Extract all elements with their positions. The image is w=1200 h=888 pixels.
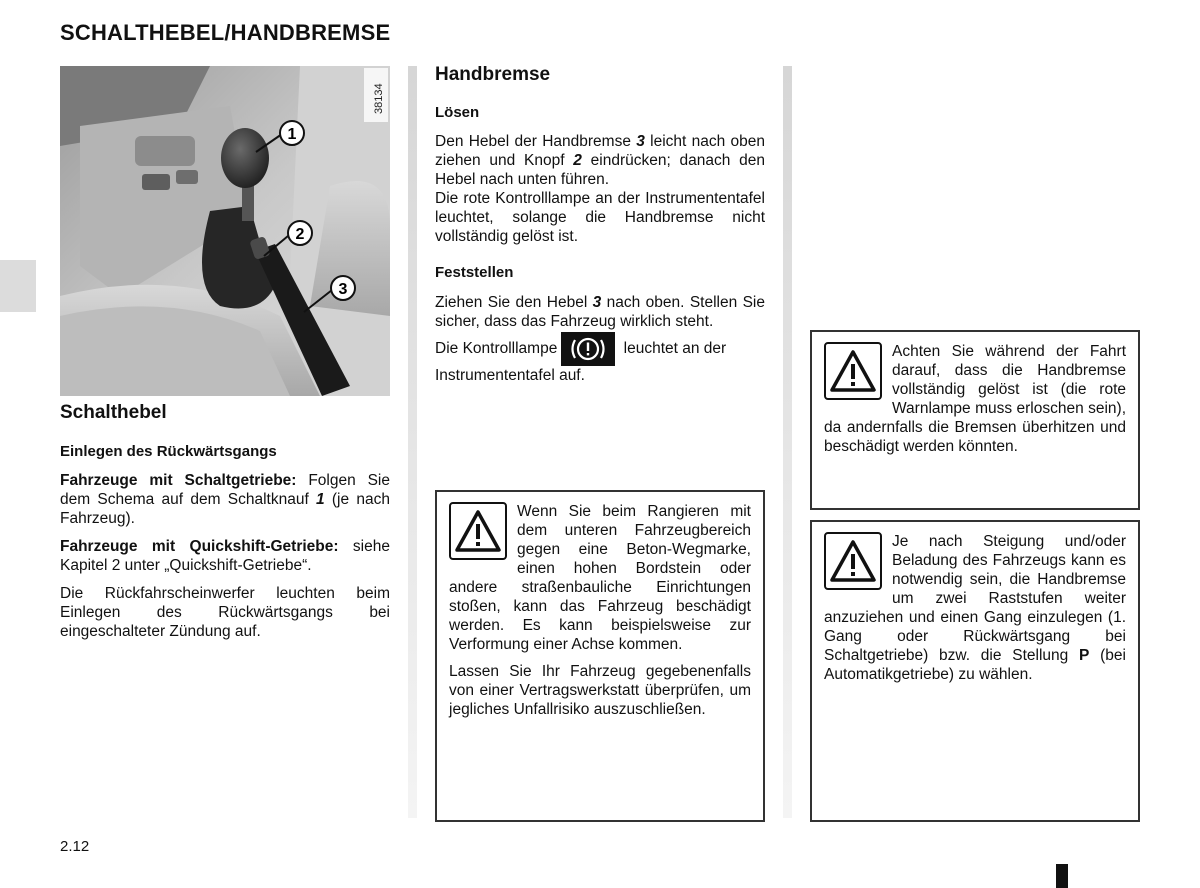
gear-lever-photo: [60, 66, 390, 396]
warning-box-steigung: [810, 520, 1140, 822]
handbremse-heading: Handbremse: [435, 64, 551, 85]
callout-1: 1: [287, 126, 297, 143]
callout-3: 3: [338, 281, 348, 298]
feststellen-subheading: Feststellen: [435, 264, 514, 281]
schalthebel-heading: Schalthebel: [60, 402, 167, 423]
loesen-paragraph: Den Hebel der Handbremse 3 leicht nach oben ziehen und Knopf 2 eindrücken; danach den Hebel nach unten führen.: [435, 133, 765, 188]
warning-box-rangieren: [435, 490, 765, 822]
warning-fahrt-text: Achten Sie während der Fahrt darauf, dass die Handbremse vollständig gelöst ist (die rote Warnlampe muss erloschen sein), da andernfalls die Bremsen überhitzen und beschädigt werden könnten.: [824, 343, 1126, 455]
parking-brake-warning-icon: [561, 332, 615, 366]
warning-triangle-icon: [824, 342, 882, 400]
page-number: 2.12: [60, 838, 90, 855]
page-corner-mark: [1056, 864, 1068, 888]
warning-rangieren-p2: Lassen Sie Ihr Fahrzeug gegebenenfalls von einer Vertragswerkstatt überprüfen, um jegliches Unfallrisiko auszuschließen.: [449, 663, 751, 718]
column-separator-left: [408, 66, 417, 818]
reverse-light-paragraph: Die Rückfahrscheinwerfer leuchten beim Einlegen des Rückwärtsgangs bei eingeschalteter Zündung auf.: [60, 585, 390, 640]
manual-gearbox-paragraph: Fahrzeuge mit Schaltgetriebe: Folgen Sie dem Schema auf dem Schaltknauf 1 (je nach Fahrzeug).: [60, 472, 390, 527]
feststellen-paragraph: Ziehen Sie den Hebel 3 nach oben. Stellen Sie sicher, dass das Fahrzeug wirklich steht.: [435, 294, 765, 330]
warning-triangle-icon: [449, 502, 507, 560]
quickshift-paragraph: Fahrzeuge mit Quickshift-Getriebe: siehe Kapitel 2 unter „Quickshift-Getriebe“.: [60, 538, 390, 574]
figure-code: 38134: [373, 83, 385, 114]
warning-triangle-icon: [824, 532, 882, 590]
loesen-subheading: Lösen: [435, 104, 480, 121]
callout-2: 2: [295, 226, 305, 243]
chapter-tab: [0, 260, 36, 312]
kontrolllampe-paragraph: Die rote Kontrolllampe an der Instrumententafel leuchtet, solange die Handbremse nicht vollständig gelöst ist.: [435, 190, 765, 245]
warning-rangieren-p1: Wenn Sie beim Rangieren mit dem unteren Fahrzeugbereich gegen eine Beton-Wegmarke, einen hohen Bordstein oder andere straßenbauliche Einrichtungen stoßen, kann das Fahrzeug beschädigt werden. Es kann beispielsweise zur Verformung einer Achse kommen.: [449, 503, 751, 653]
column-separator-right: [783, 66, 792, 818]
reverse-gear-subheading: Einlegen des Rückwärtsgangs: [60, 443, 277, 460]
warning-steigung-text: Je nach Steigung und/oder Beladung des Fahrzeugs kann es notwendig sein, die Handbremse um zwei Raststufen weiter anzuziehen und einen Gang einzulegen (1. Gang oder Rückwärtsgang bei Schaltgetriebe) bzw. die Stellung P (bei Automatikgetriebe) zu wählen.: [824, 533, 1126, 683]
page-title: SCHALTHEBEL/HANDBREMSE: [60, 20, 391, 45]
warning-box-fahrt: [810, 330, 1140, 510]
lamp-paragraph: Die Kontrolllampe leuchtet an der Instrumententafel auf.: [435, 332, 765, 385]
